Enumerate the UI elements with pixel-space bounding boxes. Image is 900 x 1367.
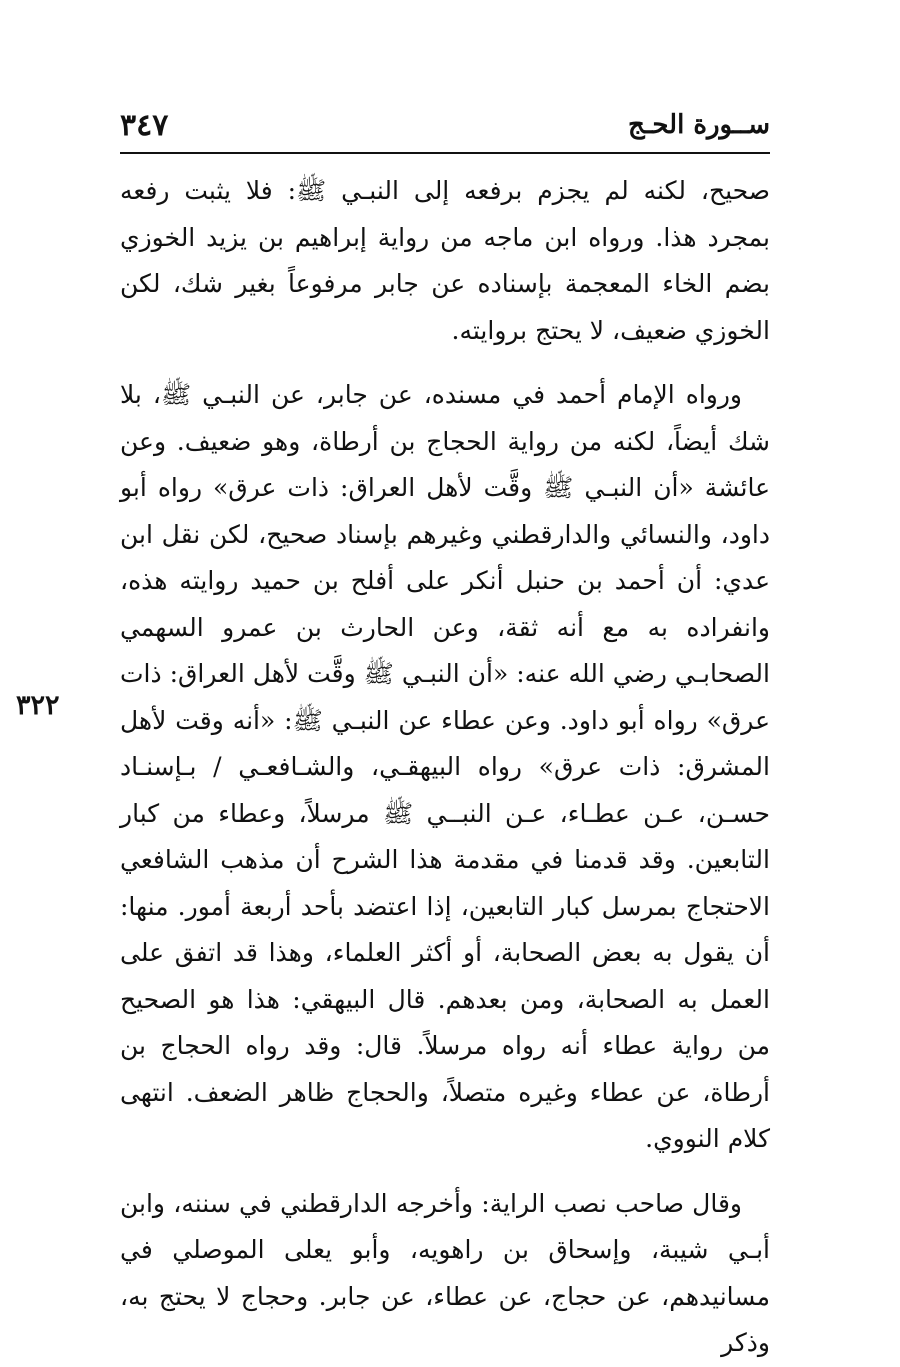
- page-number: ٣٤٧: [120, 108, 169, 143]
- surah-title: ســورة الحـج: [627, 110, 770, 140]
- page-header: [120, 108, 770, 154]
- paragraph-1: صحيح، لكنه لم يجزم برفعه إلى النبـي ﷺ: فلا يثبت رفعه بمجرد هذا. ورواه ابن ماجه من رواية إبراهيم بن يزيد الخوزي بضم الخاء المعجمة بإسناده عن جابر مرفوعاً بغير شك، لكن الخوزي ضعيف، لا يحتج بروايته.: [120, 176, 770, 345]
- page-body: [120, 168, 770, 1367]
- paragraph-2: ورواه الإمام أحمد في مسنده، عن جابر، عن النبـي ﷺ، بلا شك أيضاً، لكنه من رواية الحجاج بن أرطاة، وهو ضعيف. وعن عائشة «أن النبـي ﷺ وقَّت لأهل العراق: ذات عرق» رواه أبو داود، والنسائي والدارقطني وغيرهم بإسناد صحيح، لكن نقل ابن عدي: أن أحمد بن حنبل أنكر على أفلح بن حميد روايته هذه، وانفراده به مع أنه ثقة، وعن الحارث بن عمرو السهمي الصحابـي رضي الله عنه: «أن النبـي ﷺ وقَّت لأهل العراق: ذات عرق» رواه أبو داود. وعن عطاء عن النبـي ﷺ: «أنه وقت لأهل المشرق: ذات عرق» رواه البيهقـي، والشـافعـي / بـإسنـاد حسـن، عـن عطـاء، عـن النبــي ﷺ مرسلاً، وعطاء من كبار التابعين. وقد قدمنا في مقدمة هذا الشرح أن مذهب الشافعي الاحتجاج بمرسل كبار التابعين، إذا اعتضد بأحد أربعة أمور. منها: أن يقول به بعض الصحابة، أو أكثر العلماء، وهذا قد اتفق على العمل به الصحابة، ومن بعدهم. قال البيهقي: هذا هو الصحيح من رواية عطاء أنه رواه مرسلاً. قال: وقد رواه الحجاج بن أرطاة، عن عطاء وغيره متصلاً، والحجاج ظاهر الضعف. انتهى كلام النووي.: [120, 380, 770, 1153]
- paragraph-3: وقال صاحب نصب الراية: وأخرجه الدارقطني في سننه، وابن أبـي شيبة، وإسحاق بن راهويه، وأبو يعلى الموصلي في مسانيدهم، عن حجاج، عن عطاء، عن جابر. وحجاج لا يحتج به، وذكر: [120, 1188, 770, 1357]
- margin-reference-number: ٣٢٢: [16, 690, 60, 721]
